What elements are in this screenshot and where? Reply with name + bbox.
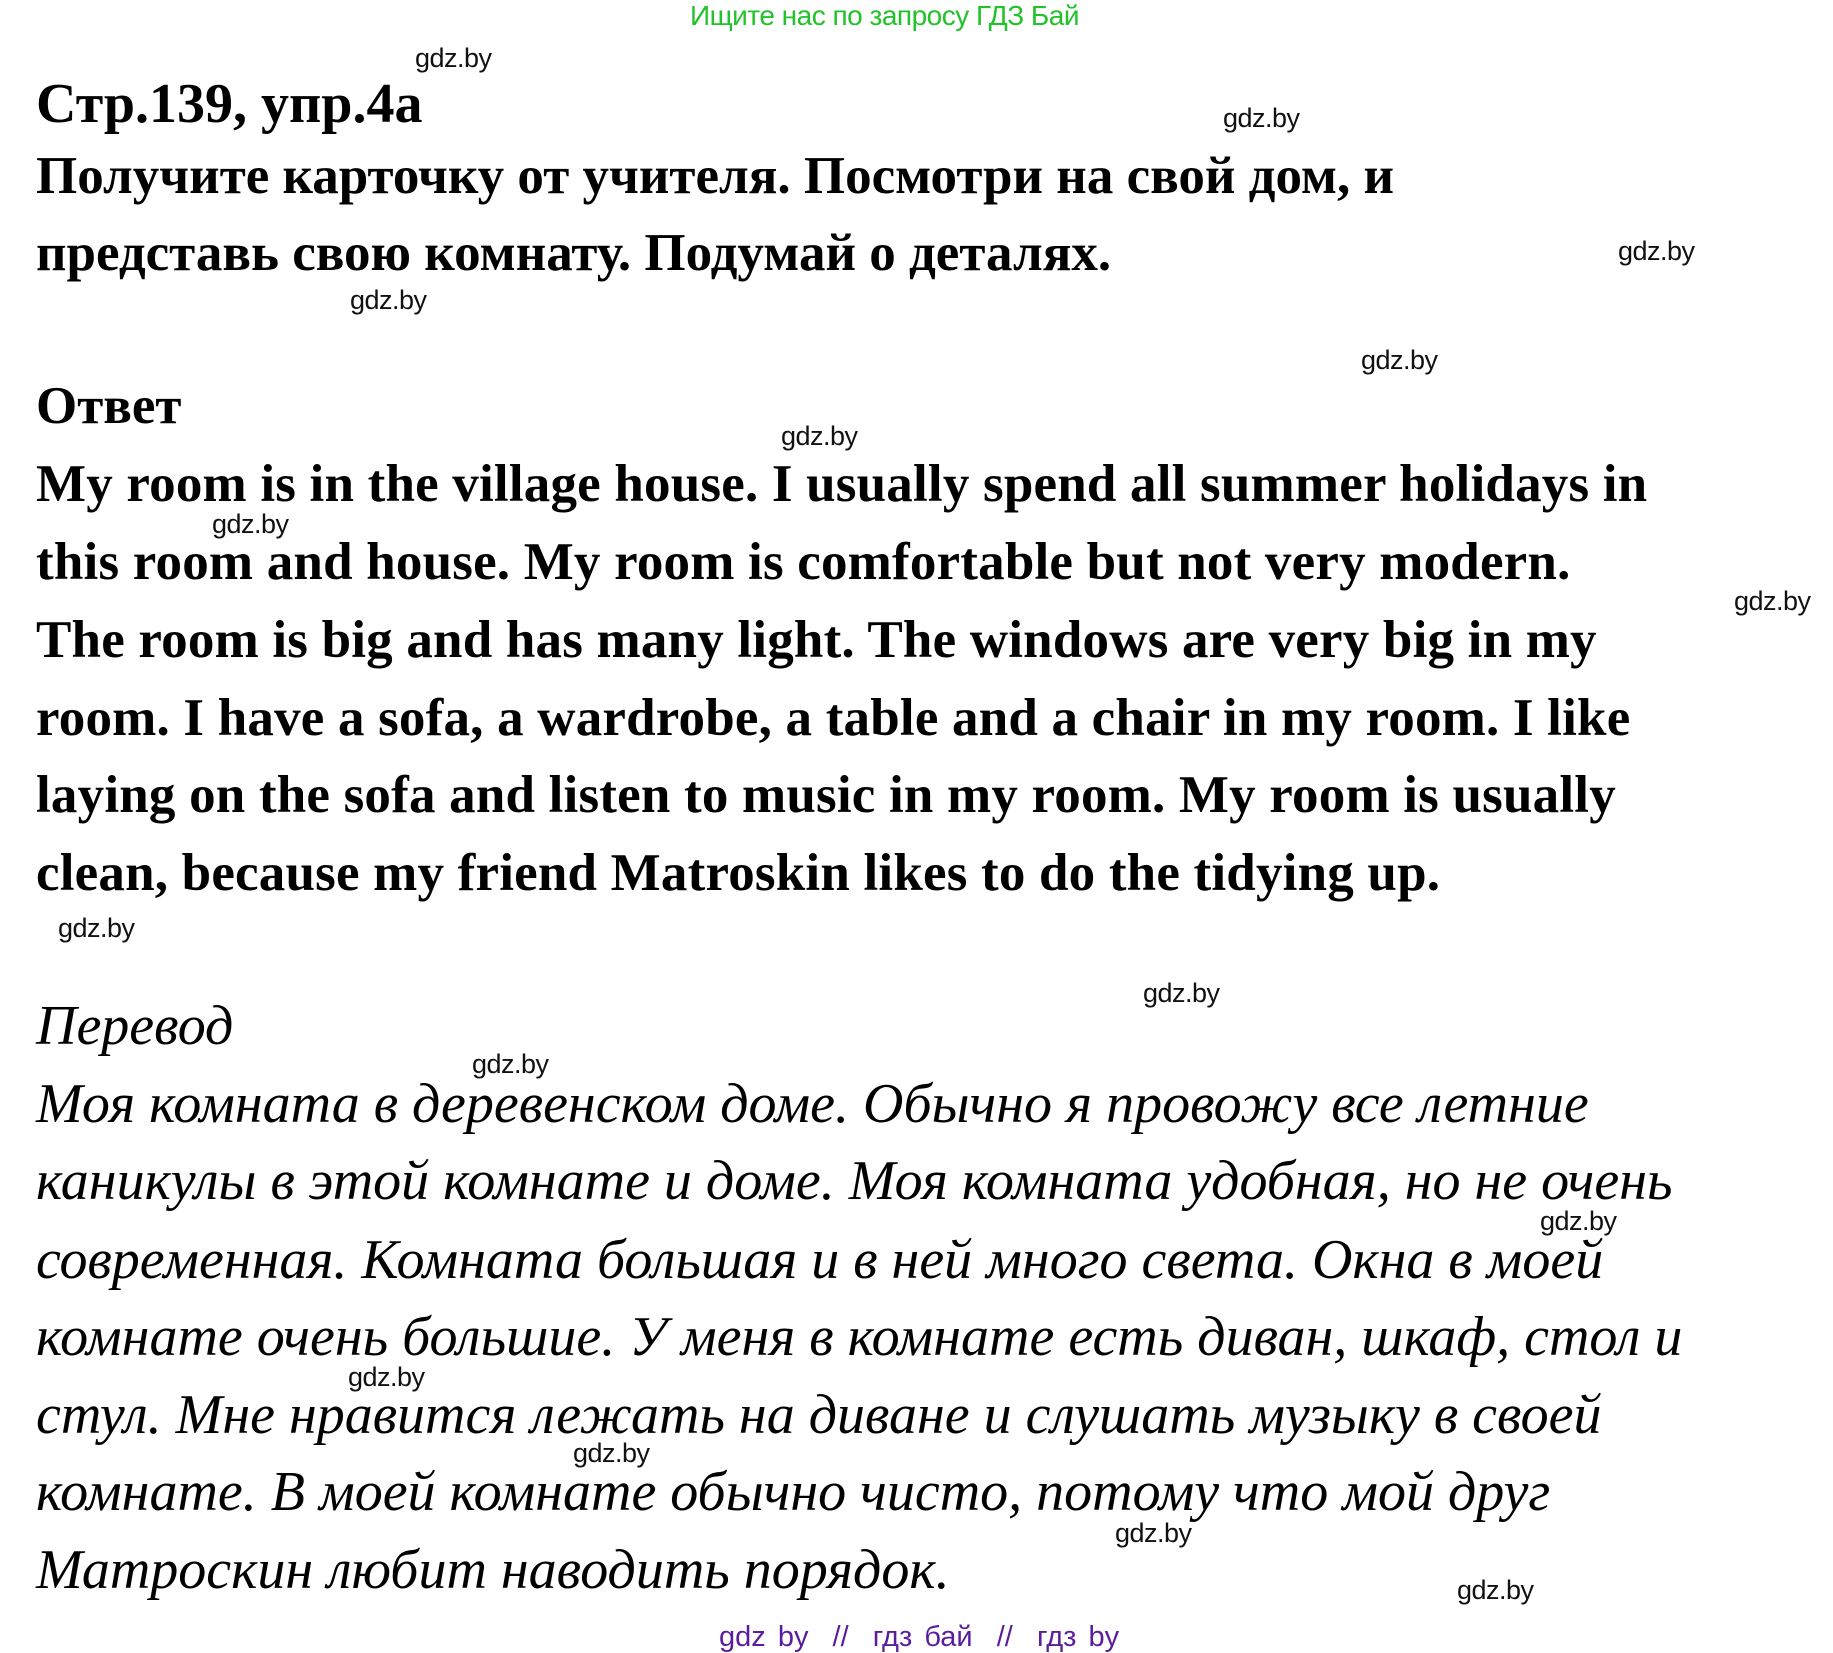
watermark: gdz.by bbox=[1223, 103, 1300, 133]
translation-line: Матроскин любит наводить порядок. bbox=[36, 1539, 950, 1601]
translation-line: комнате очень большие. У меня в комнате есть диван, шкаф, стол и bbox=[36, 1306, 1683, 1368]
task-line: Получите карточку от учителя. Посмотри на свой дом, и bbox=[36, 147, 1395, 205]
watermark: gdz.by bbox=[212, 509, 289, 539]
answer-line: laying on the sofa and listen to music in my room. My room is usually bbox=[36, 766, 1616, 824]
answer-line: clean, because my friend Matroskin likes to do the tidying up. bbox=[36, 844, 1441, 902]
watermark: gdz.by bbox=[1540, 1206, 1617, 1236]
watermark: gdz.by bbox=[415, 43, 492, 73]
watermark: gdz.by bbox=[1143, 978, 1220, 1008]
watermark: gdz.by bbox=[1734, 586, 1811, 616]
watermark: gdz.by bbox=[58, 913, 135, 943]
watermark: gdz.by bbox=[472, 1049, 549, 1079]
watermark: gdz.by bbox=[348, 1362, 425, 1392]
translation-line: комнате. В моей комнате обычно чисто, потому что мой друг bbox=[36, 1461, 1551, 1523]
translation-line: современная. Комната большая и в ней много света. Окна в моей bbox=[36, 1229, 1604, 1291]
watermark: gdz.by bbox=[1361, 345, 1438, 375]
watermark: gdz.by bbox=[1115, 1518, 1192, 1548]
search-banner: Ищите нас по запросу ГДЗ Бай bbox=[690, 0, 1080, 31]
answer-line: this room and house. My room is comfortable but not very modern. bbox=[36, 533, 1571, 591]
answer-line: My room is in the village house. I usually spend all summer holidays in bbox=[36, 455, 1648, 513]
translation-heading: Перевод bbox=[36, 995, 234, 1057]
translation-line: Моя комната в деревенском доме. Обычно я провожу все летние bbox=[36, 1073, 1589, 1135]
watermark: gdz.by bbox=[781, 421, 858, 451]
page-title: Стр.139, упр.4а bbox=[36, 73, 423, 135]
task-line: представь свою комнату. Подумай о деталях. bbox=[36, 224, 1112, 282]
watermark: gdz.by bbox=[1457, 1575, 1534, 1605]
watermark: gdz.by bbox=[1618, 236, 1695, 266]
answer-heading: Ответ bbox=[36, 377, 182, 435]
watermark: gdz.by bbox=[573, 1438, 650, 1468]
answer-line: The room is big and has many light. The windows are very big in my bbox=[36, 611, 1597, 669]
translation-line: каникулы в этой комнате и доме. Моя комната удобная, но не очень bbox=[36, 1150, 1673, 1212]
footer-links: gdz by // гдз бай // гдз by bbox=[719, 1621, 1120, 1653]
translation-line: стул. Мне нравится лежать на диване и слушать музыку в своей bbox=[36, 1384, 1602, 1446]
answer-line: room. I have a sofa, a wardrobe, a table and a chair in my room. I like bbox=[36, 689, 1631, 747]
watermark: gdz.by bbox=[350, 285, 427, 315]
